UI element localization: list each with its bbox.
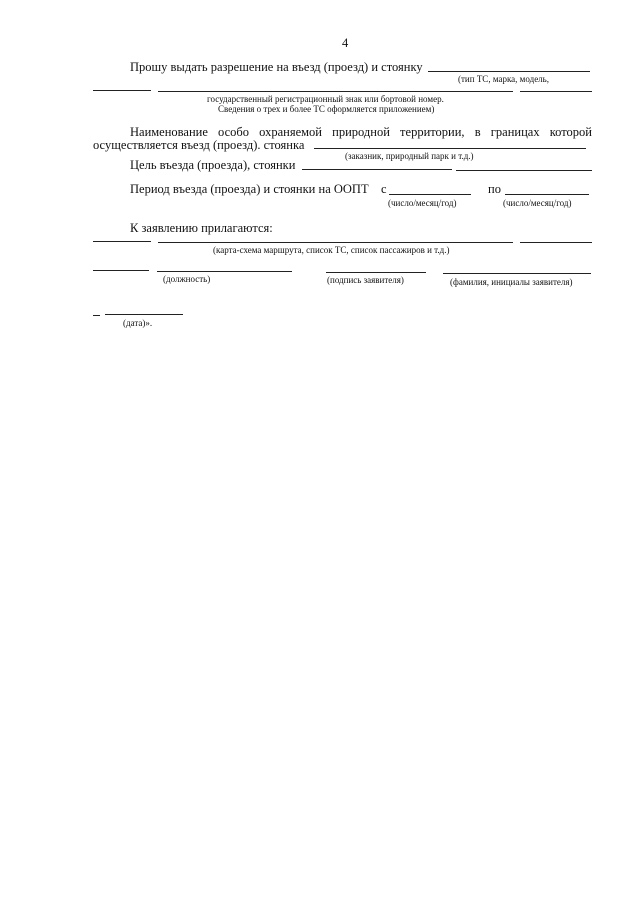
attachments-hint: (карта-схема маршрута, список ТС, список пассажиров и т.д.) — [213, 245, 450, 255]
period-to-hint: (число/месяц/год) — [503, 198, 572, 208]
attachments-field-line-a[interactable] — [93, 241, 151, 242]
date-field-line-b[interactable] — [105, 314, 183, 315]
territory-line-1: Наименование особо охраняемой природной территории, в границах которой — [130, 125, 592, 139]
territory-field-line[interactable] — [314, 148, 586, 149]
period-to-field[interactable] — [505, 194, 589, 195]
purpose-label: Цель въезда (проезда), стоянки — [130, 158, 296, 172]
position-field-line-b[interactable] — [157, 271, 292, 272]
name-field-line[interactable] — [443, 273, 591, 274]
period-from-label: с — [381, 182, 387, 196]
purpose-field-line-a[interactable] — [302, 169, 452, 170]
date-field-line-a[interactable] — [93, 315, 100, 316]
purpose-field-line-b[interactable] — [456, 170, 592, 171]
signature-field-line[interactable] — [326, 272, 426, 273]
vehicle-field-line[interactable] — [428, 71, 590, 72]
period-to-label: по — [488, 182, 501, 196]
signature-hint: (подпись заявителя) — [327, 275, 404, 285]
attachments-field-line-c[interactable] — [520, 242, 592, 243]
attachment-hint: Сведения о трех и более ТС оформляется приложением) — [218, 104, 435, 114]
attachments-field-line-b[interactable] — [158, 242, 513, 243]
territory-line-2: осуществляется въезд (проезд). стоянка — [93, 138, 305, 152]
position-field-line-a[interactable] — [93, 270, 149, 271]
territory-hint: (заказник, природный парк и т.д.) — [345, 151, 474, 161]
name-hint: (фамилия, инициалы заявителя) — [450, 277, 573, 287]
date-hint: (дата)». — [123, 318, 153, 328]
period-from-field[interactable] — [389, 194, 471, 195]
page-number: 4 — [342, 36, 349, 50]
vehicle-field-line-2a[interactable] — [93, 90, 151, 91]
attachments-label: К заявлению прилагаются: — [130, 221, 273, 235]
period-from-hint: (число/месяц/год) — [388, 198, 457, 208]
period-label: Период въезда (проезда) и стоянки на ООПТ — [130, 182, 369, 196]
position-hint: (должность) — [163, 274, 211, 284]
request-text: Прошу выдать разрешение на въезд (проезд) и стоянку — [130, 60, 423, 74]
plate-hint: государственный регистрационный знак или бортовой номер. — [207, 94, 444, 104]
vehicle-field-line-2c[interactable] — [520, 91, 592, 92]
vehicle-hint: (тип ТС, марка, модель, — [458, 74, 550, 84]
vehicle-field-line-2b[interactable] — [158, 91, 513, 92]
